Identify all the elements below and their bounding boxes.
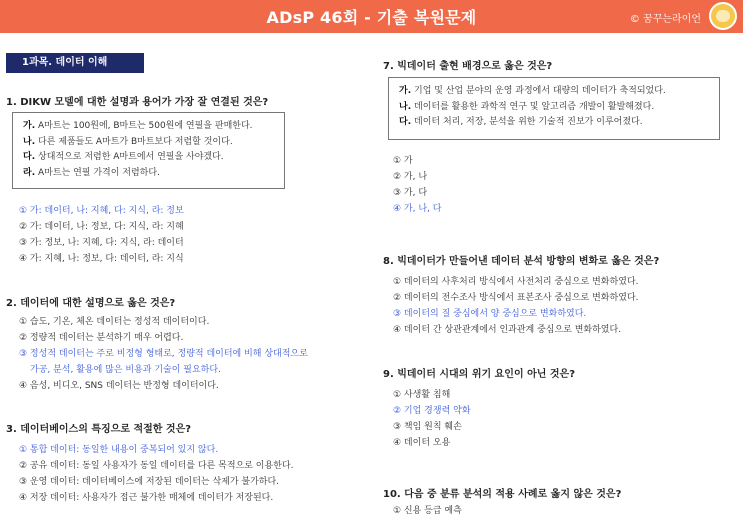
lion-avatar-icon (709, 2, 737, 30)
q1-option-1[interactable]: ① 가: 데이터, 나: 지혜, 다: 지식, 라: 정보 (19, 206, 184, 216)
box-line: 다. 데이터 처리, 저장, 분석을 위한 기술적 진보가 이루어졌다. (399, 117, 643, 127)
q7-option-2[interactable]: ② 가, 나 (393, 172, 428, 182)
question-8: 8. 빅데이터가 만들어낸 데이터 분석 방향의 변화로 옳은 것은? (383, 256, 660, 267)
question-10: 10. 다음 중 분류 분석의 적용 사례로 옳지 않은 것은? (383, 489, 622, 500)
q10-option-1[interactable]: ① 신용 등급 예측 (393, 506, 462, 516)
q1-option-3[interactable]: ③ 가: 정보, 나: 지혜, 다: 지식, 라: 데이터 (19, 238, 184, 248)
box-line: 가. A마트는 100원에, B마트는 500원에 연필을 판매한다. (23, 121, 253, 131)
q1-option-2[interactable]: ② 가: 데이터, 나: 정보, 다: 지식, 라: 지혜 (19, 222, 184, 232)
box-line: 다. 상대적으로 저렴한 A마트에서 연필을 사야겠다. (23, 152, 224, 162)
q8-option-2[interactable]: ② 데이터의 전수조사 방식에서 표본조사 중심으로 변화하였다. (393, 293, 639, 303)
box-line: 나. 데이터를 활용한 과학적 연구 및 알고리즘 개발이 활발해졌다. (399, 101, 655, 112)
question-7: 7. 빅데이터 출현 배경으로 옳은 것은? (383, 61, 553, 72)
q7-option-3[interactable]: ③ 가, 다 (393, 188, 428, 198)
q8-option-3[interactable]: ③ 데이터의 질 중심에서 양 중심으로 변화하였다. (393, 309, 587, 319)
box-line: 나. 다른 제품들도 A마트가 B마트보다 저렴할 것이다. (23, 136, 233, 147)
question-9: 9. 빅데이터 시대의 위기 요인이 아닌 것은? (383, 369, 576, 380)
q1-option-4[interactable]: ④ 가: 지혜, 나: 정보, 다: 데이터, 라: 지식 (19, 254, 184, 264)
box-line: 라. A마트는 연필 가격이 저렴하다. (23, 167, 160, 178)
q9-option-2[interactable]: ② 기업 경쟁력 약화 (393, 406, 471, 416)
question-2: 2. 데이터에 대한 설명으로 옳은 것은? (6, 298, 176, 309)
q3-option-2[interactable]: ② 공유 데이터: 동일 사용자가 동일 데이터를 다른 목적으로 이용한다. (19, 461, 294, 471)
section-label: 1과목. 데이터 이해 (6, 53, 144, 73)
question-3: 3. 데이터베이스의 특징으로 적절한 것은? (6, 424, 192, 435)
q2-option-4[interactable]: ④ 음성, 비디오, SNS 데이터는 반정형 데이터이다. (19, 381, 219, 391)
box-line: 가. 기업 및 산업 분야의 운영 과정에서 대량의 데이터가 축적되었다. (399, 86, 666, 96)
q3-option-1[interactable]: ① 통합 데이터: 동일한 내용이 중복되어 있지 않다. (19, 445, 219, 455)
q7-option-1[interactable]: ① 가 (393, 156, 413, 166)
question-1: 1. DIKW 모델에 대한 설명과 용어가 가장 잘 연결된 것은? (6, 97, 269, 108)
q9-option-4[interactable]: ④ 데이터 오용 (393, 438, 451, 448)
q2-option-3[interactable]: ③ 정성적 데이터는 주로 비정형 형태로, 정량적 데이터에 비해 상대적으로 (19, 349, 308, 359)
q8-option-4[interactable]: ④ 데이터 간 상관관계에서 인과관계 중심으로 변화하였다. (393, 325, 622, 335)
page-title: ADsP 46회 - 기출 복원문제 (266, 8, 477, 27)
q2-option-3-cont: 가공, 분석, 활용에 많은 비용과 기술이 필요하다. (30, 365, 221, 375)
question-1-box (12, 112, 285, 189)
q3-option-4[interactable]: ④ 저장 데이터: 사용자가 접근 불가한 매체에 데이터가 저장된다. (19, 493, 274, 503)
question-7-box (388, 77, 720, 140)
q7-option-4[interactable]: ④ 가, 나, 다 (393, 204, 442, 214)
q9-option-1[interactable]: ① 사생활 침해 (393, 390, 451, 400)
q9-option-3[interactable]: ③ 책임 원칙 훼손 (393, 422, 462, 432)
brand-label: © 꿈꾸는라이언 (629, 14, 701, 25)
q2-option-1[interactable]: ① 습도, 기온, 체온 데이터는 정성적 데이터이다. (19, 317, 210, 327)
q3-option-3[interactable]: ③ 운영 데이터: 데이터베이스에 저장된 데이터는 삭제가 불가하다. (19, 477, 280, 487)
page-header (0, 0, 743, 33)
q8-option-1[interactable]: ① 데이터의 사후처리 방식에서 사전처리 중심으로 변화하였다. (393, 277, 639, 287)
q2-option-2[interactable]: ② 정량적 데이터는 분석하기 매우 어렵다. (19, 333, 184, 343)
